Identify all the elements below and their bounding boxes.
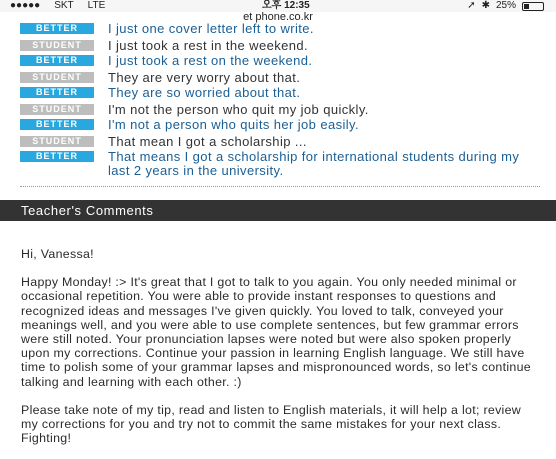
better-tag: BETTER [20, 87, 94, 98]
better-sentence: I'm not a person who quits her job easily. [108, 117, 359, 132]
better-sentence: I just one cover letter left to write. [108, 21, 314, 36]
student-sentence-row [0, 135, 556, 149]
signal-dots-icon: ●●●●● [10, 0, 41, 11]
battery-icon [522, 2, 544, 11]
better-sentence-row [0, 22, 556, 36]
better-sentence-row [0, 118, 556, 132]
better-sentence-row [0, 86, 556, 100]
status-time: 오후 12:35 [262, 0, 310, 11]
student-sentence: I'm not the person who quit my job quickly. [108, 102, 369, 117]
student-sentence-row [0, 39, 556, 53]
student-tag: STUDENT [20, 136, 94, 147]
student-sentence: I just took a rest in the weekend. [108, 38, 309, 53]
student-sentence-row [0, 71, 556, 85]
better-sentence: That means I got a scholarship for international students during my last 2 years in the university. [108, 149, 520, 178]
student-tag: STUDENT [20, 72, 94, 83]
battery-percent: 25% [495, 0, 516, 11]
address-bar-url[interactable]: et phone.co.kr [243, 11, 313, 23]
student-sentence: They are very worry about that. [108, 70, 301, 85]
student-tag: STUDENT [20, 40, 94, 51]
bluetooth-icon: ✱ [481, 0, 490, 11]
comment-paragraph: Happy Monday! :> It's great that I got to talk to you again. You only needed minimal or occasional repetition. You were able to provide instant responses to questions and recognized ideas and messages I've given quickly. You loved to talk, conveyed your meanings well, and you were able to use complete sentences, but few grammar errors were still noted. Your pronunciation lapses were noted but were also spoken properly upon my corrections. Continue your passion in learning English language. We still have time to polish some of your grammar lapses and mispronounced words, so let's continue talking and learning with each other. :) [21, 275, 531, 389]
teacher-comments-header: Teacher's Comments [0, 200, 556, 221]
section-divider [20, 186, 540, 187]
better-tag: BETTER [20, 23, 94, 34]
better-sentence-row [0, 149, 556, 178]
better-sentence: I just took a rest on the weekend. [108, 53, 313, 68]
better-tag: BETTER [20, 151, 94, 162]
carrier-label: SKT [54, 0, 74, 11]
better-tag: BETTER [20, 55, 94, 66]
better-sentence-row [0, 54, 556, 68]
better-tag: BETTER [20, 119, 94, 130]
battery-fill [524, 4, 529, 9]
student-sentence-row [0, 103, 556, 117]
comment-paragraph: Please take note of my tip, read and listen to English materials, it will help a lot; review my corrections for you and try not to commit the same mistakes for your next class. Fighting! [21, 402, 522, 446]
student-sentence: That mean I got a scholarship ... [108, 134, 307, 149]
comment-greeting: Hi, Vanessa! [21, 247, 94, 261]
teacher-comments-body [21, 247, 541, 459]
location-icon: ➚ [467, 0, 476, 11]
student-tag: STUDENT [20, 104, 94, 115]
better-sentence: They are so worried about that. [108, 85, 301, 100]
network-label: LTE [87, 0, 106, 11]
